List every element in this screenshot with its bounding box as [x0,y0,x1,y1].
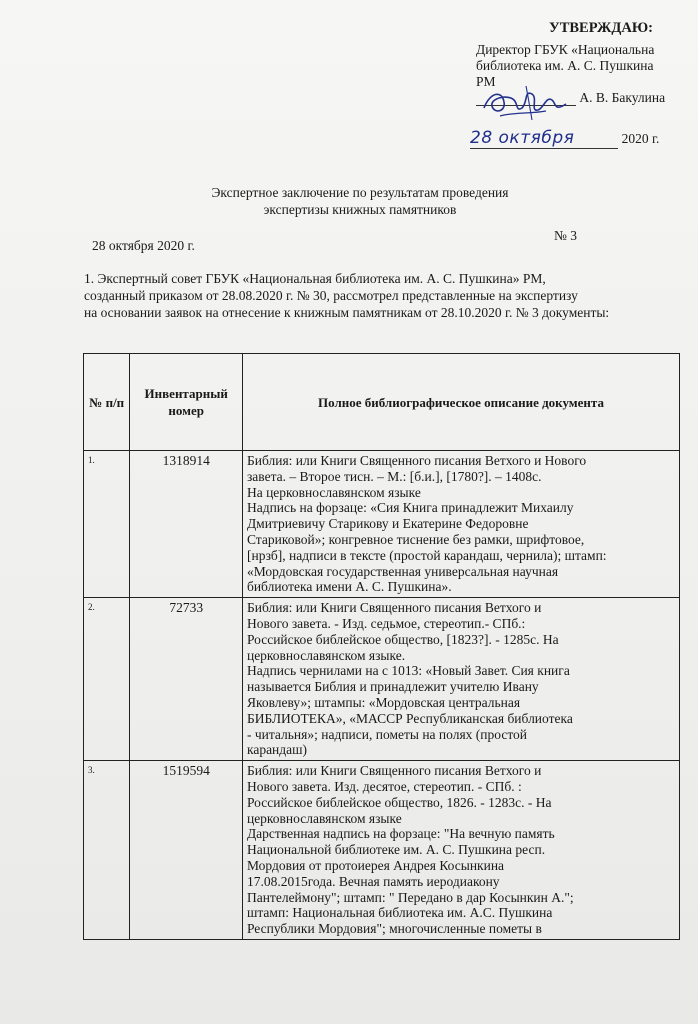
intro-paragraph [84,270,664,321]
description-line: Нового завета. Изд. десятое, стереотип. - СПб. : [246,778,522,794]
row-description [242,598,679,761]
table-row [84,598,680,761]
date-underline [470,128,618,149]
row-description [242,761,679,940]
approval-signatory: А. В. Бакулина [579,90,666,105]
description-line: Дмитриевичу Старикову и Екатерине Федоровне [246,516,529,532]
approval-date-handwritten: 28 октября [470,128,575,148]
row-inventory: 72733 [130,598,243,761]
approval-line-2: библиотека им. А. С. Пушкина [476,58,654,73]
row-description [242,451,679,598]
table-header-row [84,354,680,451]
description-line: завета. – Второе тисн. – М.: [б.и.], [1780?]. – 1408с. [246,468,542,484]
description-line: называется Библия и принадлежит учителю Ивану [246,679,539,695]
description-line: Стариковой»; конгревное тиснение без рамки, шрифтовое, [246,531,585,547]
description-line: штамп: Национальная библиотека им. А.С. Пушкина [246,905,553,921]
intro-line-2: созданный приказом от 28.08.2020 г. № 30, рассмотрел представленные на экспертизу [84,288,578,303]
description-line: Нового завета. - Изд. седьмое, стереотип.- СПб.: [246,615,526,631]
description-line: «Мордовская государственная универсальная научная [246,563,559,579]
description-line: Библия: или Книги Священного писания Ветхого и Нового [246,453,587,468]
table-row [84,451,680,598]
row-inventory: 1519594 [130,761,243,940]
description-line: Надпись чернилами на с 1013: «Новый Завет. Сия книга [246,663,570,679]
description-line: На церковнославянском языке [246,484,421,500]
row-num: 3. [84,761,130,940]
description-line: Яковлеву»; штампы: «Мордовская центральная [246,694,521,710]
document-title [150,184,570,218]
header-inventory: Инвентарный номер [130,354,243,451]
description-line: карандаш) [246,742,308,758]
description-line: - читальня»; надписи, пометы на полях (простой [246,726,528,742]
description-line: библиотека имени А. С. Пушкина». [246,579,452,595]
table-row [84,761,680,940]
title-line-1: Экспертное заключение по результатам проведения [211,185,509,200]
description-line: церковнославянском языке [246,810,402,826]
description-line: Российское библейское общество, 1826. - 1283с. - На [246,794,552,810]
approval-date-line [470,128,690,149]
row-num: 1. [84,451,130,598]
description-line: Республики Мордовия"; многочисленные пометы в [246,921,542,937]
description-line: 17.08.2015года. Вечная память иеродиакону [246,873,500,889]
document-date: 28 октября 2020 г. [92,238,195,253]
description-line: Мордовия от протоиерея Андрея Косынкина [246,857,505,873]
documents-table [83,353,680,940]
description-line: Библия: или Книги Священного писания Ветхого и [246,600,542,616]
description-line: Дарственная надпись на форзаце: "На вечную память [246,826,555,842]
handwritten-signature [480,82,570,122]
description-line: Библия: или Книги Священного писания Ветхого и [246,763,542,779]
intro-line-1: 1. Экспертный совет ГБУК «Национальная библиотека им. А. С. Пушкина» РМ, [84,271,546,286]
title-line-2: экспертизы книжных памятников [263,202,457,217]
intro-line-3: на основании заявок на отнесение к книжным памятникам от 28.10.2020 г. № 3 документы: [84,305,610,320]
description-line: Надпись на форзаце: «Сия Книга принадлежит Михаилу [246,500,574,516]
description-line: Российское библейское общество, [1823?]. - 1285с. На [246,631,559,647]
description-line: Национальной библиотеке им. А. С. Пушкина респ. [246,842,546,858]
row-num: 2. [84,598,130,761]
description-line: Пантелеймону"; штамп: " Передано в дар Косынкин А."; [246,889,574,905]
row-inventory: 1318914 [130,451,243,598]
document-number: № 3 [554,228,578,243]
header-num: № п/п [84,354,130,451]
description-line: церковнославянском языке. [246,647,406,663]
description-line: БИБЛИОТЕКА», «МАССР Республиканская библиотека [246,710,573,726]
table-body [84,451,680,940]
approval-heading: УТВЕРЖДАЮ: [549,20,653,36]
approval-line-1: Директор ГБУК «Национальна [476,42,655,57]
approval-line-3: РМ [476,74,496,89]
description-line: [нрзб], надписи в тексте (простой карандаш, чернила); штамп: [246,547,607,563]
approval-date-year: 2020 г. [621,131,660,146]
header-description: Полное библиографическое описание документа [242,354,679,451]
